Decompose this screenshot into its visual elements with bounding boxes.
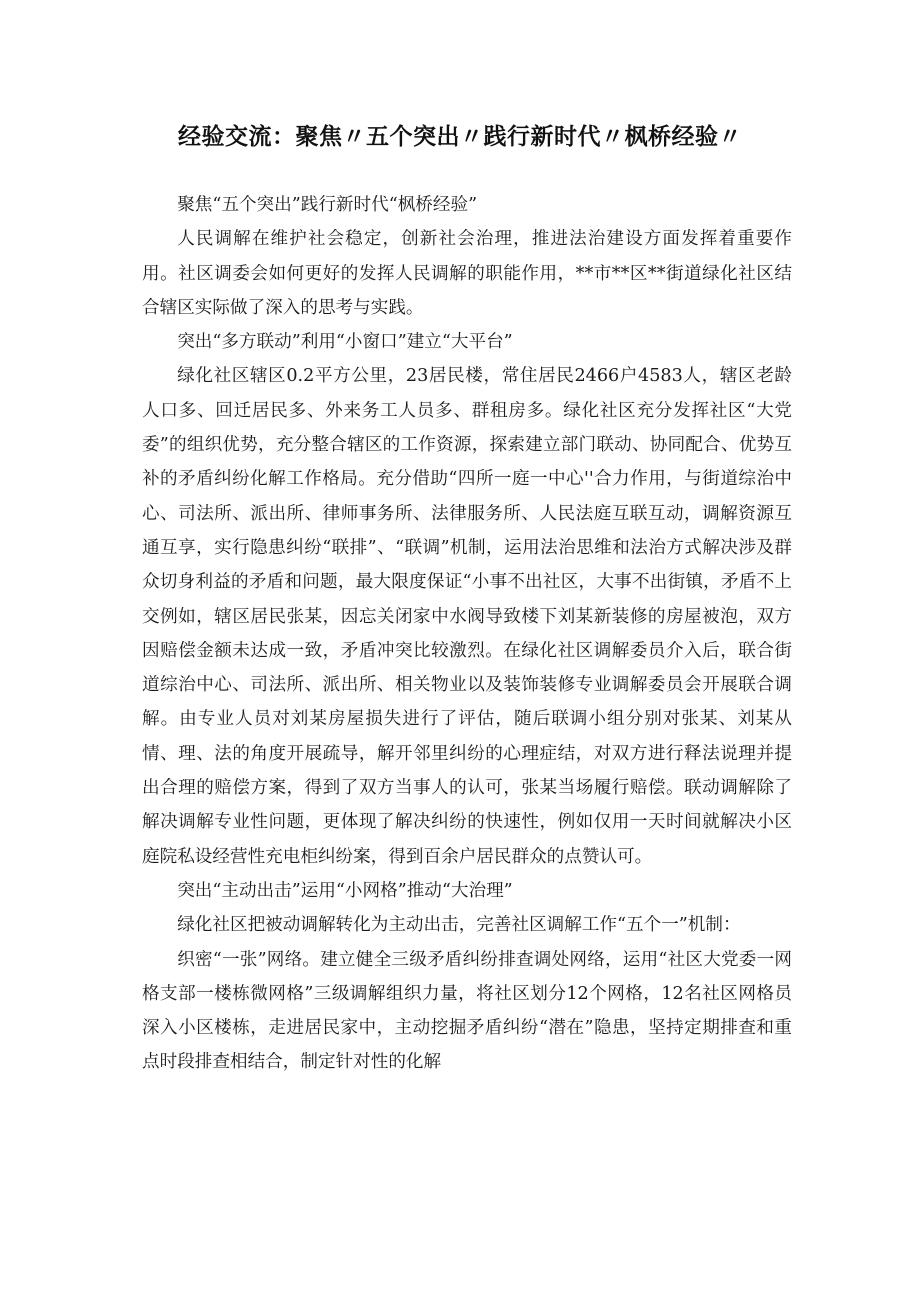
section-2-paragraph: 绿化社区把被动调解转化为主动出击，完善社区调解工作“五个一”机制：: [177, 915, 741, 936]
network-paragraph: 织密“一张”网络。建立健全三级矛盾纠纷排查调处网络，运用“社区大党委一网格支部一楼栋微网格”三级调解组织力量，将社区划分12个网格，12名社区网格员深入小区楼栋，走进居民家中，主动挖掘矛盾纠纷“潜在”隐患，坚持定期排查和重点时段排查相结合，制定针对性的化解: [142, 949, 792, 1073]
section-heading-1: 突出“多方联动”利用“小窗口”建立“大平台”: [177, 332, 513, 353]
section-heading-2: 突出“主动出击”运用“小网格”推动“大治理”: [177, 880, 513, 901]
document-body: [142, 188, 792, 1080]
subtitle-paragraph: 聚焦“五个突出”践行新时代“枫桥经验”: [177, 195, 478, 215]
intro-paragraph: 人民调解在维护社会稳定，创新社会治理，推进法治建设方面发挥着重要作用。社区调委会如何更好的发挥人民调解的职能作用，**市**区**街道绿化社区结合辖区实际做了深入的思考与实践。: [142, 229, 792, 318]
document-title: 经验交流：聚焦〃五个突出〃践行新时代〃枫桥经验〃: [178, 124, 742, 150]
section-1-paragraph: 绿化社区辖区0.2平方公里，23居民楼，常住居民2466户4583人，辖区老龄人口多、回迁居民多、外来务工人员多、群租房多。绿化社区充分发挥社区“大党委”的组织优势，充分整合辖区的工作资源，探索建立部门联动、协同配合、优势互补的矛盾纠纷化解工作格局。充分借助“四所一庭一中心''合力作用，与街道综治中心、司法所、派出所、律师事务所、法律服务所、人民法庭互联互动，调解资源互通互享，实行隐患纠纷“联排”、“联调”机制，运用法治思维和法治方式解决涉及群众切身利益的矛盾和问题，最大限度保证“小事不出社区，大事不出街镇，矛盾不上交例如，辖区居民张某，因忘关闭家中水阀导致楼下刘某新装修的房屋被泡，双方因赔偿金额未达成一致，矛盾冲突比较激烈。在绿化社区调解委员介入后，联合街道综治中心、司法所、派出所、相关物业以及装饰装修专业调解委员会开展联合调解。由专业人员对刘某房屋损失进行了评估，随后联调小组分别对张某、刘某从情、理、法的角度开展疏导，解开邻里纠纷的心理症结，对双方进行释法说理并提出合理的赔偿方案，得到了双方当事人的认可，张某当场履行赔偿。联动调解除了解决调解专业性问题，更体现了解决纠纷的快速性，例如仅用一天时间就解决小区庭院私设经营性充电柜纠纷案，得到百余户居民群众的点赞认可。: [142, 366, 792, 867]
